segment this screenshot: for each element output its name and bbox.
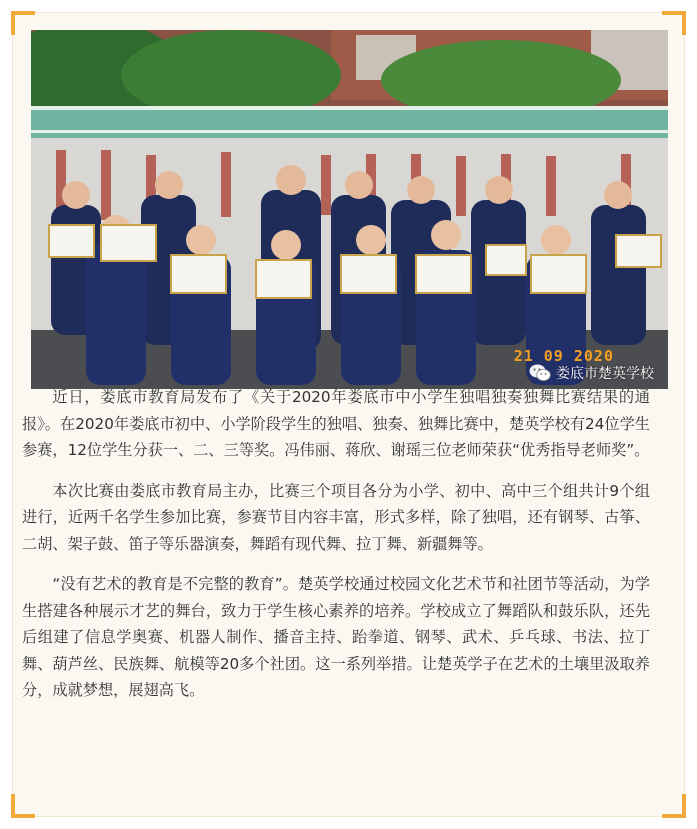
article-paragraph: 近日，娄底市教育局发布了《关于2020年娄底市中小学生独唱独奏独舞比赛结果的通报》。在2020年娄底市初中、小学阶段学生的独唱、独奏、独舞比赛中，楚英学校有24位学生参赛，12位学生分获一、二、三等奖。冯伟丽、蒋欣、谢瑶三位老师荣获“优秀指导老师奖”。 <box>22 388 650 459</box>
corner-decoration-bottom-right <box>662 794 686 818</box>
account-watermark <box>529 363 654 383</box>
group-photo <box>31 30 668 389</box>
article-paragraph: 本次比赛由娄底市教育局主办，比赛三个项目各分为小学、初中、高中三个组共计9个组进行，近两千名学生参加比赛，参赛节目内容丰富，形式多样，除了独唱，还有钢琴、古筝、二胡、架子鼓、笛子等乐器演奏，舞蹈有现代舞、拉丁舞、新疆舞等。 <box>22 481 650 553</box>
article-body <box>22 384 650 718</box>
article-paragraph: “没有艺术的教育是不完整的教育”。楚英学校通过校园文化艺术节和社团节等活动，为学生搭建各种展示才艺的舞台，致力于学生核心素养的培养。学校成立了舞蹈队和鼓乐队，还先后组建了信息学奥赛、机器人制作、播音主持、跆拳道、钢琴、武术、乒乓球、书法、拉丁舞、葫芦丝、民族舞、航模等20多个社团。这一系列举措。让楚英学子在艺术的土壤里汲取养分，成就梦想，展翅高飞。 <box>22 575 650 699</box>
group-photo-illustration <box>31 30 668 389</box>
date-stamp: 21 09 2020 <box>513 347 614 365</box>
watermark-text: 娄底市楚英学校 <box>556 366 654 382</box>
wechat-icon <box>529 364 551 382</box>
corner-decoration-bottom-left <box>11 794 35 818</box>
